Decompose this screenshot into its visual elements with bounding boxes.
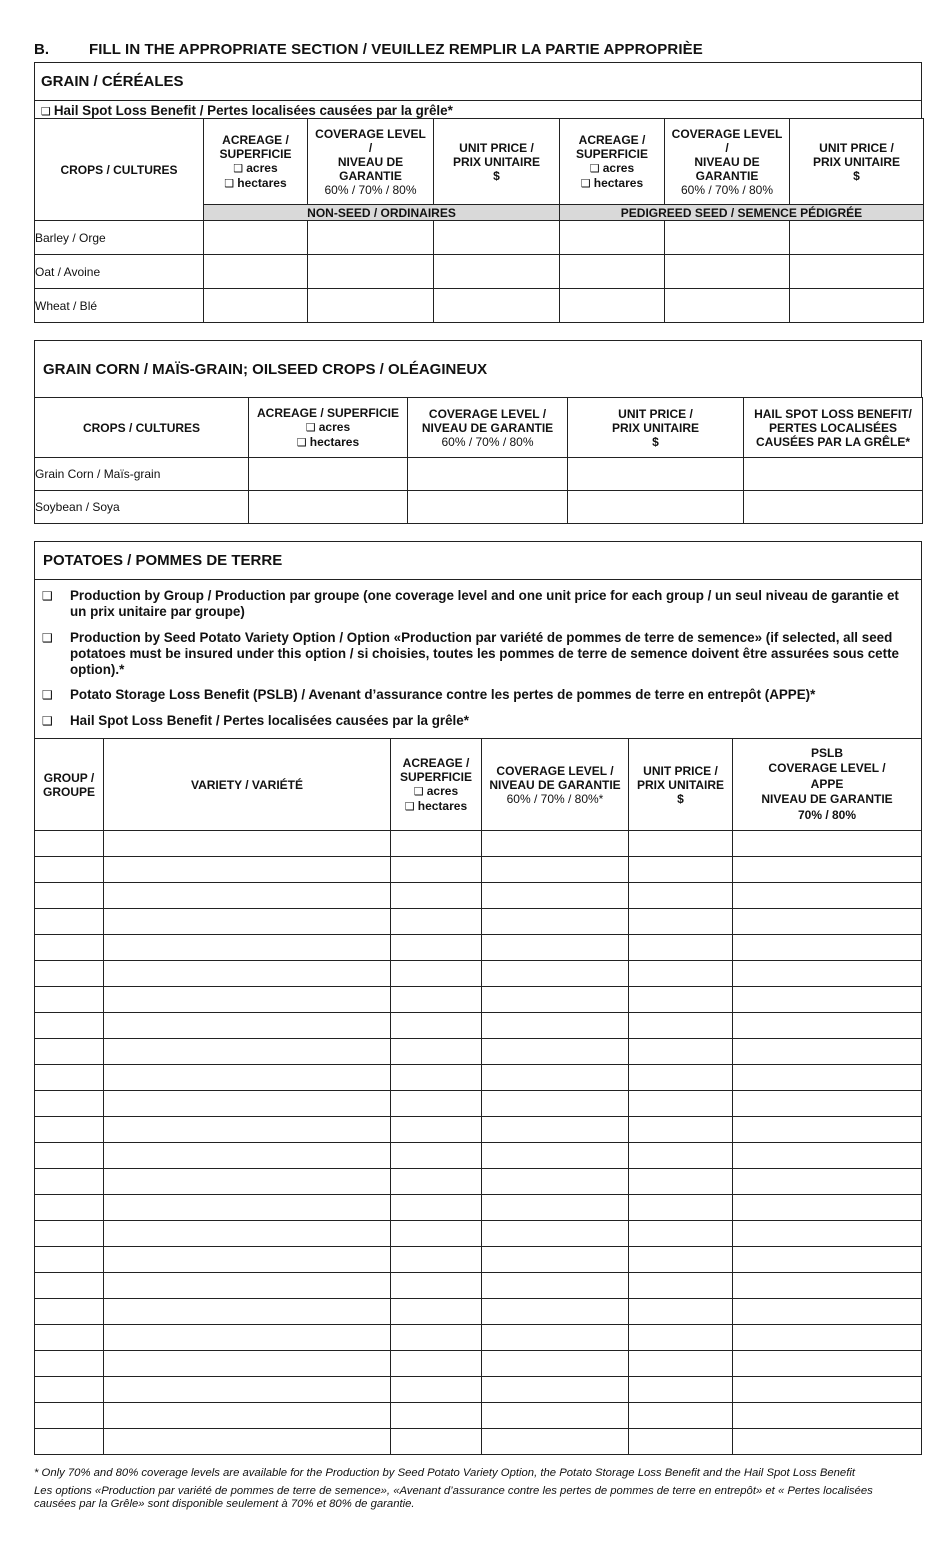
input-cell[interactable] (391, 1351, 482, 1377)
input-cell[interactable] (35, 1143, 104, 1169)
input-cell[interactable] (482, 1325, 629, 1351)
input-cell[interactable] (391, 909, 482, 935)
input-cell[interactable] (482, 883, 629, 909)
corn-col-coverage: COVERAGE LEVEL / NIVEAU DE GARANTIE 60% / 70% / 80% (408, 398, 568, 458)
table-row (35, 1351, 922, 1377)
input-cell[interactable] (104, 1039, 391, 1065)
input-cell[interactable] (35, 1351, 104, 1377)
input-cell[interactable] (733, 1143, 922, 1169)
input-cell[interactable] (560, 289, 665, 323)
corn-table (34, 397, 923, 524)
input-cell[interactable] (790, 255, 924, 289)
input-cell[interactable] (104, 1065, 391, 1091)
potato-col-group: GROUP / GROUPE (35, 739, 104, 831)
table-row (35, 1247, 922, 1273)
input-cell[interactable] (35, 857, 104, 883)
input-cell[interactable] (391, 1065, 482, 1091)
table-row (35, 909, 922, 935)
table-row (35, 1065, 922, 1091)
input-cell[interactable] (629, 883, 733, 909)
input-cell[interactable] (482, 1039, 629, 1065)
input-cell[interactable] (35, 1195, 104, 1221)
corn-col-acreage: ACREAGE / SUPERFICIE ❑ acres ❑ hectares (249, 398, 408, 458)
input-cell[interactable] (391, 1195, 482, 1221)
input-cell[interactable] (629, 831, 733, 857)
input-cell[interactable] (629, 909, 733, 935)
input-cell[interactable] (733, 1429, 922, 1455)
input-cell[interactable] (629, 935, 733, 961)
input-cell[interactable] (482, 1247, 629, 1273)
checkbox-icon[interactable]: ❑ (42, 589, 53, 603)
input-cell[interactable] (104, 1247, 391, 1273)
potato-col-pslb: PSLB COVERAGE LEVEL / APPE NIVEAU DE GARANTIE 70% / 80% (733, 739, 922, 831)
input-cell[interactable] (733, 1195, 922, 1221)
input-cell[interactable] (629, 1091, 733, 1117)
input-cell[interactable] (104, 831, 391, 857)
grain-col-coverage-nonseed: COVERAGE LEVEL / NIVEAU DE GARANTIE 60% / 70% / 80% (308, 119, 434, 205)
input-cell[interactable] (568, 491, 744, 524)
input-cell[interactable] (665, 221, 790, 255)
input-cell[interactable] (629, 1169, 733, 1195)
input-cell[interactable] (35, 1065, 104, 1091)
input-cell[interactable] (104, 1117, 391, 1143)
input-cell[interactable] (733, 987, 922, 1013)
input-cell[interactable] (482, 961, 629, 987)
input-cell[interactable] (629, 1351, 733, 1377)
input-cell[interactable] (629, 1377, 733, 1403)
grain-table (34, 118, 924, 323)
input-cell[interactable] (482, 1195, 629, 1221)
input-cell[interactable] (391, 1091, 482, 1117)
input-cell[interactable] (629, 1221, 733, 1247)
input-cell[interactable] (629, 1143, 733, 1169)
section-letter: B. (34, 41, 50, 58)
checkbox-icon[interactable]: ❑ (305, 421, 316, 434)
input-cell[interactable] (35, 1091, 104, 1117)
group-nonseed: NON-SEED / ORDINAIRES (204, 205, 560, 221)
table-row (35, 1195, 922, 1221)
input-cell[interactable] (35, 935, 104, 961)
table-row (35, 883, 922, 909)
input-cell[interactable] (629, 1299, 733, 1325)
input-cell[interactable] (391, 857, 482, 883)
checkbox-icon[interactable]: ❑ (224, 177, 235, 190)
input-cell[interactable] (35, 1429, 104, 1455)
input-cell[interactable] (104, 1013, 391, 1039)
table-row (35, 255, 924, 289)
input-cell[interactable] (104, 1351, 391, 1377)
crop-label: Oat / Avoine (35, 255, 204, 289)
potato-col-coverage: COVERAGE LEVEL / NIVEAU DE GARANTIE 60% / 70% / 80%* (482, 739, 629, 831)
option-seed-potato-variety[interactable] (42, 630, 912, 680)
input-cell[interactable] (482, 831, 629, 857)
input-cell[interactable] (744, 491, 923, 524)
checkbox-icon[interactable]: ❑ (404, 800, 415, 813)
input-cell[interactable] (104, 987, 391, 1013)
input-cell[interactable] (35, 1377, 104, 1403)
input-cell[interactable] (665, 289, 790, 323)
input-cell[interactable] (629, 857, 733, 883)
input-cell[interactable] (629, 1013, 733, 1039)
input-cell[interactable] (35, 1299, 104, 1325)
input-cell[interactable] (35, 1221, 104, 1247)
input-cell[interactable] (629, 1039, 733, 1065)
input-cell[interactable] (482, 935, 629, 961)
grain-col-crops: CROPS / CULTURES (35, 119, 204, 221)
input-cell[interactable] (482, 1091, 629, 1117)
input-cell[interactable] (482, 1065, 629, 1091)
input-cell[interactable] (391, 1221, 482, 1247)
input-cell[interactable] (249, 491, 408, 524)
table-row (35, 1169, 922, 1195)
input-cell[interactable] (482, 1351, 629, 1377)
input-cell[interactable] (249, 458, 408, 491)
input-cell[interactable] (391, 1039, 482, 1065)
input-cell[interactable] (733, 1013, 922, 1039)
table-row (35, 1403, 922, 1429)
input-cell[interactable] (568, 458, 744, 491)
input-cell[interactable] (733, 1221, 922, 1247)
corn-section-title: GRAIN CORN / MAÏS-GRAIN; OILSEED CROPS / OLÉAGINEUX (43, 361, 488, 378)
table-row (35, 987, 922, 1013)
crop-label: Wheat / Blé (35, 289, 204, 323)
input-cell[interactable] (733, 1351, 922, 1377)
input-cell[interactable] (733, 883, 922, 909)
input-cell[interactable] (733, 1403, 922, 1429)
grain-col-unit-pedigreed: UNIT PRICE / PRIX UNITAIRE $ (790, 119, 924, 205)
input-cell[interactable] (391, 961, 482, 987)
grain-hail-label: Hail Spot Loss Benefit / Pertes localisées causées par la grêle* (53, 103, 453, 118)
input-cell[interactable] (482, 1143, 629, 1169)
input-cell[interactable] (104, 1403, 391, 1429)
input-cell[interactable] (482, 1221, 629, 1247)
input-cell[interactable] (104, 1429, 391, 1455)
input-cell[interactable] (629, 1117, 733, 1143)
input-cell[interactable] (434, 221, 560, 255)
input-cell[interactable] (204, 289, 308, 323)
checkbox-icon[interactable]: ❑ (589, 162, 600, 175)
option-label: Production by Seed Potato Variety Option / Option «Production par variété de pommes de terre de semence» (if selected, all seed potatoes must be insured under this option / si choisies, toutes les pommes de terre de semence doivent être assurées sous cette option).* (70, 630, 899, 677)
input-cell[interactable] (35, 883, 104, 909)
grain-section-title: GRAIN / CÉRÉALES (41, 73, 184, 90)
input-cell[interactable] (35, 1247, 104, 1273)
input-cell[interactable] (104, 1169, 391, 1195)
input-cell[interactable] (35, 1039, 104, 1065)
input-cell[interactable] (629, 1325, 733, 1351)
input-cell[interactable] (482, 1013, 629, 1039)
input-cell[interactable] (104, 1377, 391, 1403)
input-cell[interactable] (35, 1117, 104, 1143)
table-row (35, 1117, 922, 1143)
grain-hail-option[interactable] (34, 100, 922, 119)
input-cell[interactable] (733, 1247, 922, 1273)
checkbox-icon[interactable]: ❑ (42, 714, 53, 728)
hail-checkbox-icon[interactable]: ❑ (41, 106, 51, 118)
input-cell[interactable] (482, 1377, 629, 1403)
input-cell[interactable] (629, 1273, 733, 1299)
input-cell[interactable] (482, 1429, 629, 1455)
input-cell[interactable] (391, 1325, 482, 1351)
checkbox-icon[interactable]: ❑ (580, 177, 591, 190)
table-row (35, 1039, 922, 1065)
input-cell[interactable] (482, 1169, 629, 1195)
checkbox-icon[interactable]: ❑ (296, 436, 307, 449)
input-cell[interactable] (35, 1169, 104, 1195)
input-cell[interactable] (733, 1273, 922, 1299)
input-cell[interactable] (204, 255, 308, 289)
input-cell[interactable] (104, 1221, 391, 1247)
potato-col-variety: VARIETY / VARIÉTÉ (104, 739, 391, 831)
input-cell[interactable] (104, 857, 391, 883)
input-cell[interactable] (560, 255, 665, 289)
input-cell[interactable] (35, 831, 104, 857)
input-cell[interactable] (35, 961, 104, 987)
table-row (35, 857, 922, 883)
input-cell[interactable] (629, 1403, 733, 1429)
input-cell[interactable] (629, 961, 733, 987)
table-row (35, 1091, 922, 1117)
input-cell[interactable] (391, 1247, 482, 1273)
input-cell[interactable] (104, 961, 391, 987)
input-cell[interactable] (629, 987, 733, 1013)
input-cell[interactable] (391, 1273, 482, 1299)
checkbox-icon[interactable]: ❑ (233, 162, 244, 175)
input-cell[interactable] (482, 1117, 629, 1143)
grain-col-coverage-pedigreed: COVERAGE LEVEL / NIVEAU DE GARANTIE 60% / 70% / 80% (665, 119, 790, 205)
input-cell[interactable] (391, 1377, 482, 1403)
footnote-en: * Only 70% and 80% coverage levels are available for the Production by Seed Potato Variety Option, the Potato Storage Loss Benefit and the Hail Spot Loss Benefit (34, 1467, 855, 1479)
section-heading: FILL IN THE APPROPRIATE SECTION / VEUILLEZ REMPLIR LA PARTIE APPROPRIÈE (89, 41, 703, 58)
table-row (35, 1377, 922, 1403)
input-cell[interactable] (733, 831, 922, 857)
input-cell[interactable] (733, 1065, 922, 1091)
table-row (35, 491, 923, 524)
table-row (35, 1013, 922, 1039)
input-cell[interactable] (629, 1429, 733, 1455)
input-cell[interactable] (665, 255, 790, 289)
input-cell[interactable] (104, 935, 391, 961)
checkbox-icon[interactable]: ❑ (42, 688, 53, 702)
input-cell[interactable] (408, 458, 568, 491)
input-cell[interactable] (482, 857, 629, 883)
input-cell[interactable] (204, 221, 308, 255)
input-cell[interactable] (482, 1299, 629, 1325)
option-label: Hail Spot Loss Benefit / Pertes localisées causées par la grêle* (70, 713, 469, 728)
input-cell[interactable] (35, 1273, 104, 1299)
input-cell[interactable] (408, 491, 568, 524)
input-cell[interactable] (733, 909, 922, 935)
input-cell[interactable] (391, 1403, 482, 1429)
input-cell[interactable] (482, 1273, 629, 1299)
input-cell[interactable] (790, 289, 924, 323)
input-cell[interactable] (391, 883, 482, 909)
table-row (35, 221, 924, 255)
input-cell[interactable] (482, 987, 629, 1013)
table-row (35, 1429, 922, 1455)
table-row (35, 1325, 922, 1351)
crop-label: Grain Corn / Maïs-grain (35, 458, 249, 491)
input-cell[interactable] (434, 255, 560, 289)
table-row (35, 289, 924, 323)
potato-col-acreage: ACREAGE / SUPERFICIE ❑ acres ❑ hectares (391, 739, 482, 831)
table-row (35, 1273, 922, 1299)
input-cell[interactable] (733, 961, 922, 987)
input-cell[interactable] (629, 1195, 733, 1221)
input-cell[interactable] (35, 909, 104, 935)
input-cell[interactable] (35, 1013, 104, 1039)
checkbox-icon[interactable]: ❑ (413, 785, 424, 798)
input-cell[interactable] (434, 289, 560, 323)
footnote-fr: Les options «Production par variété de pommes de terre de semence», «Avenant d’assurance contre les pertes de pommes de terre en entrepôt» et « Pertes localisées causées par la Grêle» sont disponible seulement à 70% et 80% de garantie. (34, 1485, 873, 1510)
input-cell[interactable] (391, 1169, 482, 1195)
table-row (35, 458, 923, 491)
option-pslb[interactable] (42, 687, 912, 705)
input-cell[interactable] (391, 1299, 482, 1325)
crop-label: Soybean / Soya (35, 491, 249, 524)
option-label: Production by Group / Production par groupe (one coverage level and one unit price for each group / un seul niveau de garantie et un prix unitaire par groupe) (70, 588, 899, 619)
option-hail-spot[interactable] (42, 713, 912, 731)
input-cell[interactable] (104, 1091, 391, 1117)
input-cell[interactable] (391, 1013, 482, 1039)
input-cell[interactable] (104, 1299, 391, 1325)
corn-col-unit: UNIT PRICE / PRIX UNITAIRE $ (568, 398, 744, 458)
input-cell[interactable] (35, 1403, 104, 1429)
input-cell[interactable] (629, 1247, 733, 1273)
corn-col-crops: CROPS / CULTURES (35, 398, 249, 458)
input-cell[interactable] (104, 909, 391, 935)
checkbox-icon[interactable]: ❑ (42, 631, 53, 645)
table-row (35, 1143, 922, 1169)
input-cell[interactable] (308, 289, 434, 323)
input-cell[interactable] (391, 1429, 482, 1455)
input-cell[interactable] (560, 221, 665, 255)
input-cell[interactable] (308, 221, 434, 255)
table-row (35, 1299, 922, 1325)
input-cell[interactable] (391, 935, 482, 961)
group-pedigreed: PEDIGREED SEED / SEMENCE PÉDIGRÉE (560, 205, 924, 221)
input-cell[interactable] (744, 458, 923, 491)
input-cell[interactable] (733, 935, 922, 961)
input-cell[interactable] (482, 1403, 629, 1429)
section-title (34, 41, 703, 58)
input-cell[interactable] (35, 987, 104, 1013)
input-cell[interactable] (733, 1325, 922, 1351)
grain-col-acreage-pedigreed: ACREAGE / SUPERFICIE ❑ acres ❑ hectares (560, 119, 665, 205)
input-cell[interactable] (35, 1325, 104, 1351)
input-cell[interactable] (790, 221, 924, 255)
input-cell[interactable] (104, 1273, 391, 1299)
table-row (35, 935, 922, 961)
input-cell[interactable] (482, 909, 629, 935)
grain-col-acreage-nonseed: ACREAGE / SUPERFICIE ❑ acres ❑ hectares (204, 119, 308, 205)
grain-section (34, 62, 922, 101)
corn-section (34, 340, 922, 398)
input-cell[interactable] (104, 883, 391, 909)
input-cell[interactable] (104, 1143, 391, 1169)
table-row (35, 1221, 922, 1247)
potato-col-unit: UNIT PRICE / PRIX UNITAIRE $ (629, 739, 733, 831)
input-cell[interactable] (104, 1195, 391, 1221)
input-cell[interactable] (733, 1169, 922, 1195)
grain-col-unit-nonseed: UNIT PRICE / PRIX UNITAIRE $ (434, 119, 560, 205)
input-cell[interactable] (733, 1117, 922, 1143)
potatoes-section-title: POTATOES / POMMES DE TERRE (43, 552, 283, 569)
table-row (35, 961, 922, 987)
input-cell[interactable] (391, 831, 482, 857)
input-cell[interactable] (308, 255, 434, 289)
input-cell[interactable] (391, 1143, 482, 1169)
input-cell[interactable] (733, 1091, 922, 1117)
potato-table (34, 738, 922, 1455)
input-cell[interactable] (733, 1299, 922, 1325)
input-cell[interactable] (391, 987, 482, 1013)
input-cell[interactable] (629, 1065, 733, 1091)
table-row (35, 831, 922, 857)
input-cell[interactable] (733, 1039, 922, 1065)
option-production-by-group[interactable] (42, 588, 912, 622)
input-cell[interactable] (733, 857, 922, 883)
input-cell[interactable] (391, 1117, 482, 1143)
corn-col-hail: HAIL SPOT LOSS BENEFIT/ PERTES LOCALISÉES CAUSÉES PAR LA GRÊLE* (744, 398, 923, 458)
option-label: Potato Storage Loss Benefit (PSLB) / Avenant d’assurance contre les pertes de pommes de terre en entrepôt (APPE)* (70, 687, 816, 702)
crop-label: Barley / Orge (35, 221, 204, 255)
input-cell[interactable] (733, 1377, 922, 1403)
input-cell[interactable] (104, 1325, 391, 1351)
